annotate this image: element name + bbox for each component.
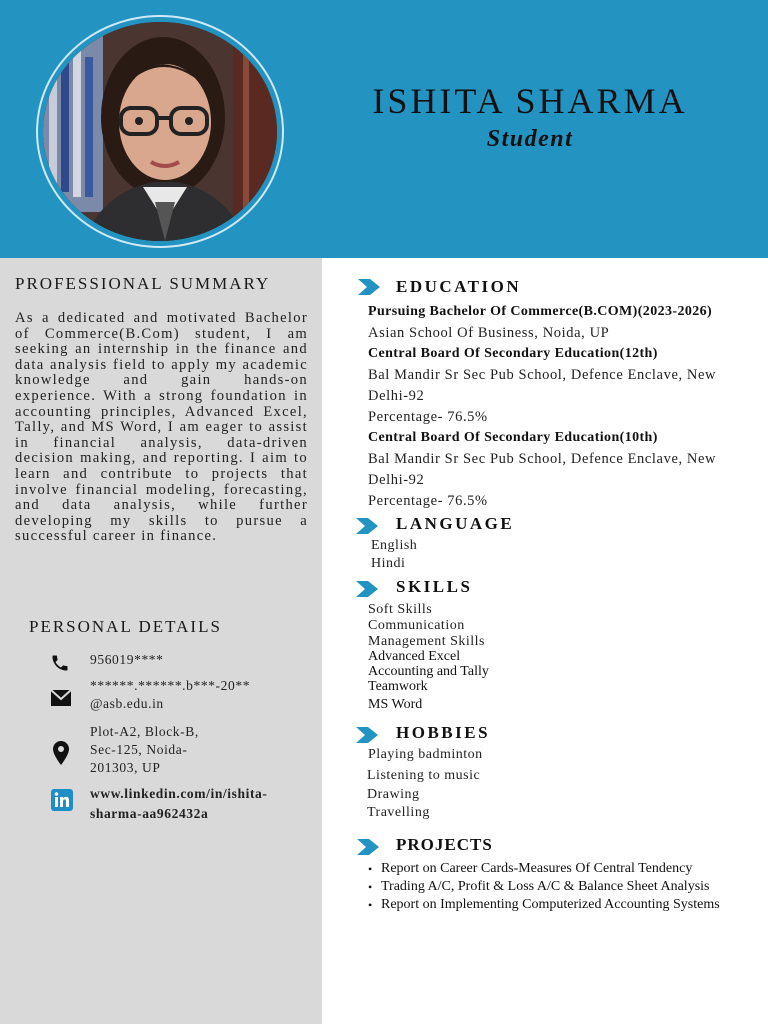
summary-heading: PROFESSIONAL SUMMARY xyxy=(15,274,271,293)
skill-item: MS Word xyxy=(368,697,423,712)
skill-item: Communication xyxy=(368,618,465,633)
profile-photo xyxy=(43,22,277,241)
linkedin-line-2[interactable]: sharma-aa962432a xyxy=(90,806,209,821)
hobby-item: Travelling xyxy=(367,805,430,820)
hobby-item: Listening to music xyxy=(367,768,481,783)
location-pin-icon xyxy=(52,740,70,766)
class12-school-line-2: Delhi-92 xyxy=(368,388,425,404)
hobbies-heading: HOBBIES xyxy=(396,723,491,742)
hobbies-chevron-icon xyxy=(354,725,380,745)
hobby-item: Drawing xyxy=(367,787,420,802)
class10-school-line-1: Bal Mandir Sr Sec Pub School, Defence Enclave, New xyxy=(368,451,717,467)
address-line-1: Plot-A2, Block-B, xyxy=(90,724,199,739)
language-heading: LANGUAGE xyxy=(396,514,515,533)
phone-text: 956019**** xyxy=(90,652,164,667)
skills-heading: SKILLS xyxy=(396,577,473,596)
project-item: • Report on Career Cards-Measures Of Central Tendency xyxy=(368,860,720,878)
skill-item: Soft Skills xyxy=(368,602,433,617)
projects-heading: PROJECTS xyxy=(396,835,493,854)
degree-title: Pursuing Bachelor Of Commerce(B.COM)(2023-2026) xyxy=(368,304,713,319)
skill-item: Teamwork xyxy=(368,679,428,694)
class12-school-line-1: Bal Mandir Sr Sec Pub School, Defence Enclave, New xyxy=(368,367,717,383)
projects-chevron-icon xyxy=(355,837,381,857)
email-line-2[interactable]: @asb.edu.in xyxy=(90,696,164,711)
personal-details-heading: PERSONAL DETAILS xyxy=(29,617,222,636)
class10-school-line-2: Delhi-92 xyxy=(368,472,425,488)
language-item: English xyxy=(371,538,418,553)
phone-icon xyxy=(50,653,70,673)
skills-chevron-icon xyxy=(354,579,380,599)
candidate-title: Student xyxy=(486,126,574,152)
class10-title: Central Board Of Secondary Education(10th) xyxy=(368,430,658,445)
skill-item: Management Skills xyxy=(368,634,485,649)
project-item: • Trading A/C, Profit & Loss A/C & Balance Sheet Analysis xyxy=(368,878,720,896)
summary-text: As a dedicated and motivated Bachelor of Commerce(B.Com) student, I am seeking an internship in the finance and data analysis field to apply my academic knowledge and gain hands-on experience. With a strong foundation in accounting principles, Advanced Excel, Tally, and MS Word, I am eager to assist in financial analysis, data-driven decision making, and reporting. I aim to learn and contribute to projects that involve financial modeling, forecasting, and data analysis, while further developing my skills to pursue a successful career in finance. xyxy=(15,310,308,545)
language-item: Hindi xyxy=(371,556,406,571)
projects-list xyxy=(368,860,720,914)
linkedin-icon[interactable] xyxy=(51,789,73,811)
hobby-item: Playing badminton xyxy=(368,747,483,762)
candidate-name: ISHITA SHARMA xyxy=(372,81,688,121)
skill-item: Accounting and Tally xyxy=(368,664,489,679)
language-chevron-icon xyxy=(354,516,380,536)
address-line-2: Sec-125, Noida- xyxy=(90,742,188,757)
email-line-1[interactable]: ******.******.b***-20** xyxy=(90,678,251,693)
skill-item: Advanced Excel xyxy=(368,649,461,664)
project-item: • Report on Implementing Computerized Accounting Systems xyxy=(368,896,720,914)
mail-icon xyxy=(50,689,72,707)
education-heading: EDUCATION xyxy=(396,277,522,296)
class10-percentage: Percentage- 76.5% xyxy=(368,493,488,509)
address-line-3: 201303, UP xyxy=(90,760,161,775)
degree-school: Asian School Of Business, Noida, UP xyxy=(368,325,610,341)
linkedin-line-1[interactable]: www.linkedin.com/in/ishita- xyxy=(90,786,268,801)
class12-title: Central Board Of Secondary Education(12th) xyxy=(368,346,658,361)
class12-percentage: Percentage- 76.5% xyxy=(368,409,488,425)
education-chevron-icon xyxy=(356,277,382,297)
